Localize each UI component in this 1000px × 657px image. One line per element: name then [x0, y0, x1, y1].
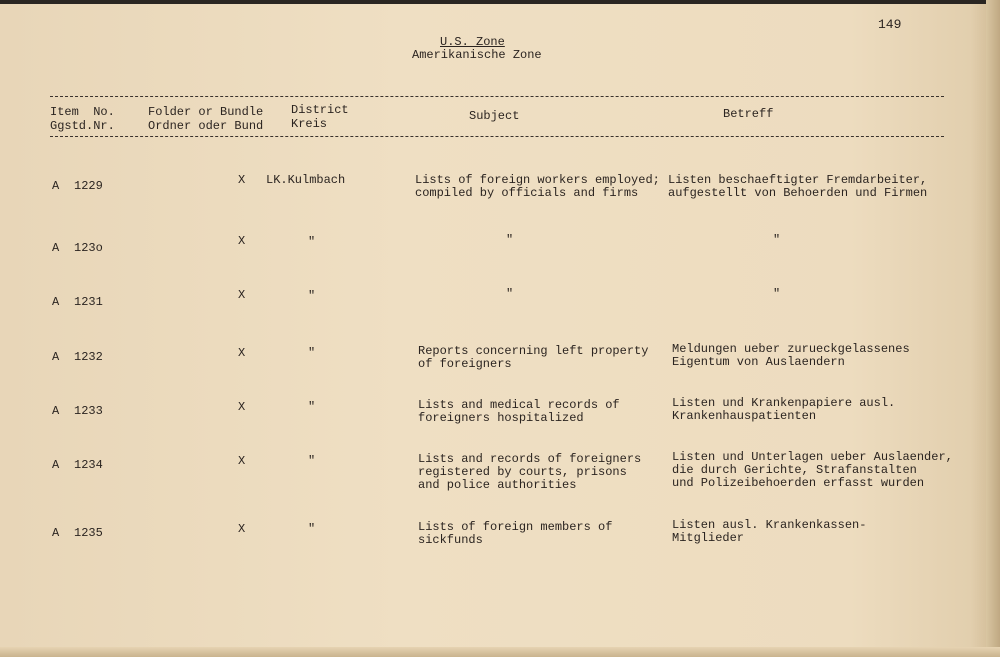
betreff: Listen ausl. Krankenkassen- Mitglieder [672, 518, 867, 545]
subject: Lists and medical records of foreigners hospitalized [418, 398, 620, 425]
betreff: " [773, 233, 781, 247]
betreff: Meldungen ueber zurueckgelassenes Eigentum von Auslaendern [672, 342, 910, 369]
col-subject: Subject [469, 109, 520, 123]
col-item-de: Ggstd.Nr. [50, 119, 115, 133]
folder-mark: X [238, 522, 246, 536]
subject: " [506, 233, 514, 247]
zone-title-de: Amerikanische Zone [412, 48, 542, 62]
subject: Lists and records of foreigners registered by courts, prisons and police authorities [418, 452, 642, 492]
col-folder-en: Folder or Bundle [148, 105, 264, 119]
folder-mark: X [238, 454, 246, 468]
betreff: Listen und Krankenpapiere ausl. Krankenhauspatienten [672, 396, 896, 423]
page-number: 149 [878, 17, 902, 32]
district: " [308, 289, 316, 303]
item-number: 1235 [74, 526, 103, 540]
zone-title-en: U.S. Zone [440, 35, 505, 49]
item-number: 1233 [74, 404, 103, 418]
header-rule-bottom [50, 136, 944, 137]
header-rule-top [50, 96, 944, 97]
district: " [308, 235, 316, 249]
col-item-en: Item No. [50, 105, 115, 119]
district: " [308, 346, 316, 360]
page-top-edge [0, 0, 1000, 4]
item-number: 1234 [74, 458, 103, 472]
col-district-en: District [291, 103, 349, 117]
subject: Reports concerning left property of foreigners [418, 344, 649, 371]
district: LK.Kulmbach [266, 173, 346, 187]
col-betreff: Betreff [723, 107, 774, 121]
item-prefix: A [52, 179, 60, 193]
item-number: 1232 [74, 350, 103, 364]
district: " [308, 400, 316, 414]
page-stack-edge [986, 0, 1000, 657]
item-prefix: A [52, 295, 60, 309]
item-number: 1229 [74, 179, 103, 193]
folder-mark: X [238, 288, 246, 302]
item-prefix: A [52, 350, 60, 364]
betreff: Listen beschaeftigter Fremdarbeiter, aufgestellt von Behoerden und Firmen [668, 173, 928, 200]
page-bottom-edge [0, 647, 1000, 657]
col-folder-de: Ordner oder Bund [148, 119, 264, 133]
item-prefix: A [52, 526, 60, 540]
item-number: 123o [74, 241, 103, 255]
folder-mark: X [238, 173, 246, 187]
item-prefix: A [52, 404, 60, 418]
item-number: 1231 [74, 295, 103, 309]
district: " [308, 522, 316, 536]
folder-mark: X [238, 234, 246, 248]
district: " [308, 454, 316, 468]
subject: Lists of foreign workers employed; compiled by officials and firms [415, 173, 660, 200]
folder-mark: X [238, 346, 246, 360]
betreff: " [773, 287, 781, 301]
subject: " [506, 287, 514, 301]
item-prefix: A [52, 458, 60, 472]
item-prefix: A [52, 241, 60, 255]
folder-mark: X [238, 400, 246, 414]
betreff: Listen und Unterlagen ueber Auslaender, die durch Gerichte, Strafanstalten und Polizeibehoerden erfasst wurden [672, 450, 953, 490]
col-district-de: Kreis [291, 117, 328, 131]
subject: Lists of foreign members of sickfunds [418, 520, 613, 547]
